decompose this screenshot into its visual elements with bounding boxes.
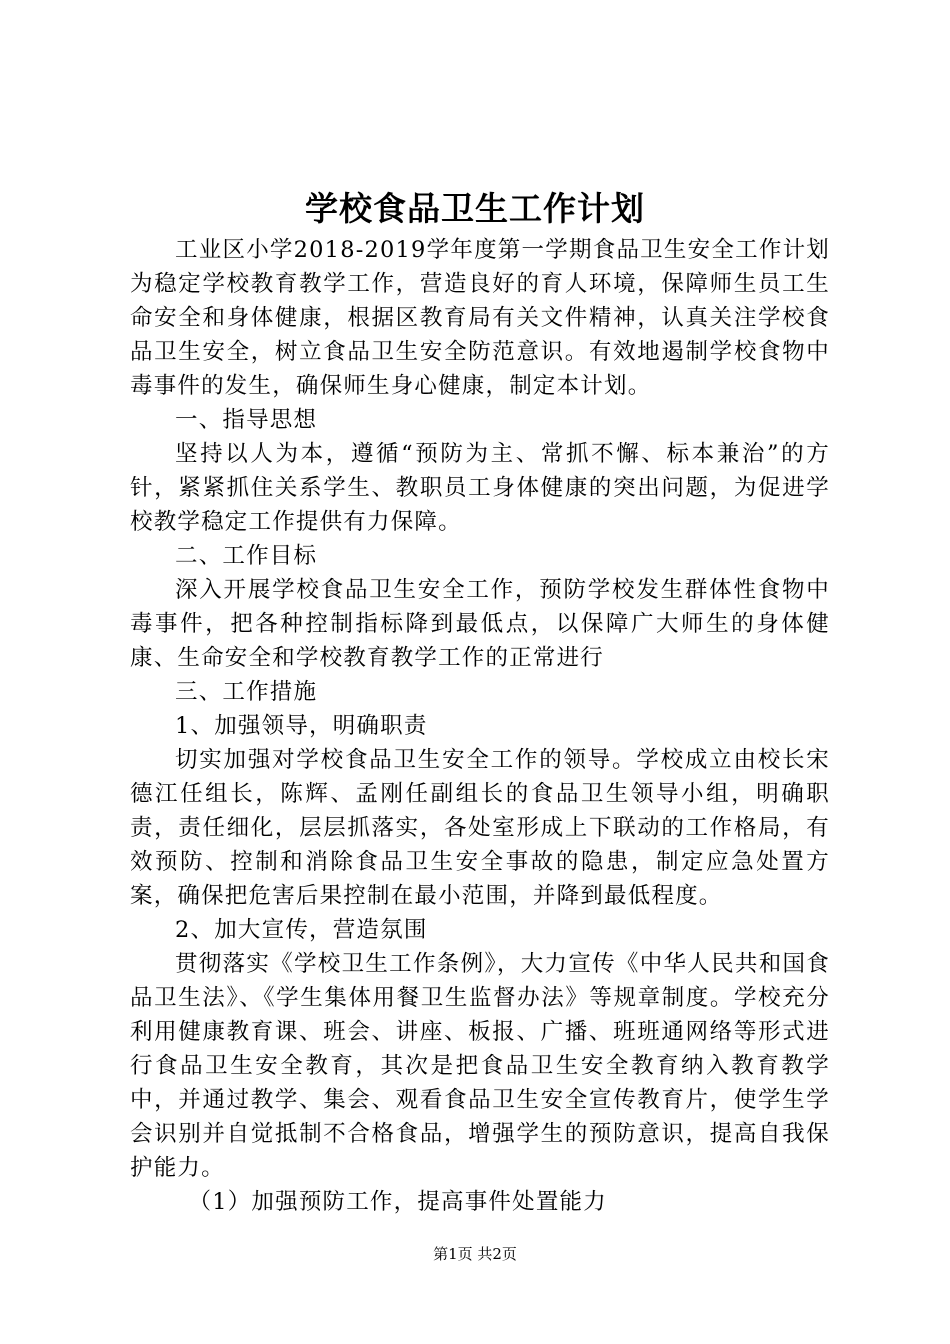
section-heading-work-measures: 三、工作措施 bbox=[175, 679, 318, 705]
intro-paragraph: 工业区小学2018-2019学年度第一学期食品卫生安全工作计划为稳定学校教育教学工作，营造良好的育人环境，保障师生员工生命安全和身体健康，根据区教育局有关文件精神，认真关注学校食品卫生安全，树立食品卫生安全防范意识。有效地遏制学校食物中毒事件的发生，确保师生身心健康，制定本计划。 bbox=[130, 237, 830, 399]
guiding-ideology-paragraph: 坚持以人为本，遵循“预防为主、常抓不懈、标本兼治”的方针，紧紧抓住关系学生、教职员工身体健康的突出问题，为促进学校教学稳定工作提供有力保障。 bbox=[130, 441, 830, 535]
document-title: 学校食品卫生工作计划 bbox=[305, 189, 645, 228]
section-heading-work-goals: 二、工作目标 bbox=[175, 543, 318, 569]
document-body bbox=[130, 233, 830, 1219]
leadership-paragraph: 切实加强对学校食品卫生安全工作的领导。学校成立由校长宋德江任组长，陈辉、孟刚任副组长的食品卫生领导小组，明确职责，责任细化，层层抓落实，各处室形成上下联动的工作格局，有效预防、控制和消除食品卫生安全事故的隐患，制定应急处置方案，确保把危害后果控制在最小范围，并降到最低程度。 bbox=[130, 747, 830, 909]
publicity-paragraph: 贯彻落实《学校卫生工作条例》，大力宣传《中华人民共和国食品卫生法》、《学生集体用餐卫生监督办法》等规章制度。学校充分利用健康教育课、班会、讲座、板报、广播、班班通网络等形式进行食品卫生安全教育，其次是把食品卫生安全教育纳入教育教学中，并通过教学、集会、观看食品卫生安全宣传教育片，使学生学会识别并自觉抵制不合格食品，增强学生的预防意识，提高自我保护能力。 bbox=[130, 951, 830, 1181]
page-footer: 第1页 共2页 bbox=[433, 1245, 517, 1263]
subsection-heading-leadership: 1、加强领导，明确职责 bbox=[175, 713, 428, 739]
subitem-heading-prevention: （1）加强预防工作，提高事件处置能力 bbox=[188, 1189, 607, 1215]
section-heading-guiding-ideology: 一、指导思想 bbox=[175, 407, 318, 433]
work-goals-paragraph: 深入开展学校食品卫生安全工作，预防学校发生群体性食物中毒事件，把各种控制指标降到最低点，以保障广大师生的身体健康、生命安全和学校教育教学工作的正常进行 bbox=[130, 577, 830, 671]
subsection-heading-publicity: 2、加大宣传，营造氛围 bbox=[175, 917, 428, 943]
